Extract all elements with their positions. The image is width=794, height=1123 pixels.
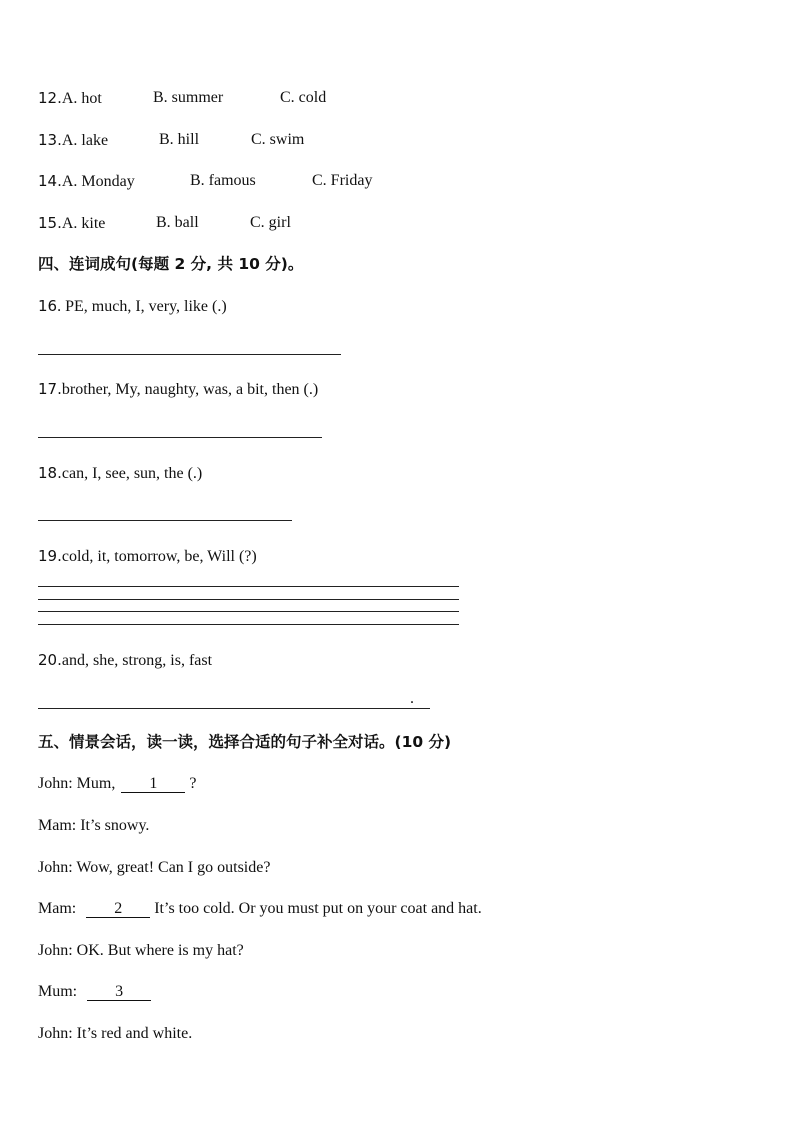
dialogue-line-6 bbox=[38, 982, 151, 1002]
question-text: brother, My, naughty, was, a bit, then (.) bbox=[61, 381, 319, 398]
question-number: 15. bbox=[38, 214, 62, 232]
section-5-heading: 五、情景会话，读一读，选择合适的句子补全对话。(10 分) bbox=[38, 733, 452, 751]
dialogue-blank-1[interactable]: 1 bbox=[121, 775, 185, 793]
option-a: A. kite bbox=[61, 215, 106, 232]
dialogue-after: ? bbox=[189, 775, 197, 792]
dialogue-speaker: John: It’s red and white. bbox=[38, 1025, 193, 1042]
dialogue-line-4 bbox=[38, 899, 482, 919]
dialogue-line-7 bbox=[38, 1024, 192, 1044]
question-number: 14. bbox=[38, 172, 62, 190]
question-number: 20. bbox=[38, 651, 62, 669]
answer-line-17[interactable] bbox=[38, 437, 322, 438]
option-c: C. girl bbox=[250, 214, 291, 231]
option-b: B. famous bbox=[190, 172, 256, 189]
option-a: A. hot bbox=[61, 90, 102, 107]
question-number: 12. bbox=[38, 89, 62, 107]
dialogue-line-2 bbox=[38, 816, 149, 836]
choice-row-12 bbox=[38, 88, 327, 109]
question-20 bbox=[38, 650, 212, 671]
option-c: C. Friday bbox=[312, 172, 373, 189]
answer-line-19d[interactable] bbox=[38, 624, 459, 625]
question-text: cold, it, tomorrow, be, Will (?) bbox=[61, 548, 257, 565]
question-text: and, she, strong, is, fast bbox=[61, 652, 213, 669]
option-b: B. summer bbox=[153, 89, 224, 106]
option-b: B. hill bbox=[159, 131, 200, 148]
dialogue-line-3 bbox=[38, 858, 270, 878]
answer-line-19c[interactable] bbox=[38, 611, 459, 612]
question-16 bbox=[38, 296, 227, 317]
dialogue-speaker: John: Mum, bbox=[38, 775, 116, 792]
answer-line-19b[interactable] bbox=[38, 599, 459, 600]
dialogue-speaker: Mam: It’s snowy. bbox=[38, 817, 150, 834]
dialogue-speaker: John: Wow, great! Can I go outside? bbox=[38, 859, 271, 876]
question-text: can, I, see, sun, the (.) bbox=[61, 465, 203, 482]
choice-row-13 bbox=[38, 130, 305, 151]
question-number: 16 bbox=[38, 297, 58, 315]
answer-line-19a[interactable] bbox=[38, 586, 459, 587]
question-17 bbox=[38, 379, 318, 400]
question-number: 19. bbox=[38, 547, 62, 565]
question-18 bbox=[38, 463, 202, 484]
question-number: 17. bbox=[38, 380, 62, 398]
answer-line-16[interactable] bbox=[38, 354, 341, 355]
dialogue-blank-3[interactable]: 3 bbox=[87, 983, 151, 1001]
option-c: C. cold bbox=[280, 89, 327, 106]
dialogue-blank-2[interactable]: 2 bbox=[86, 900, 150, 918]
option-a: A. lake bbox=[61, 132, 109, 149]
answer-end-period: . bbox=[410, 690, 414, 707]
question-19 bbox=[38, 546, 257, 567]
choice-row-14 bbox=[38, 171, 373, 192]
dialogue-line-1 bbox=[38, 774, 196, 794]
dialogue-speaker: John: OK. But where is my hat? bbox=[38, 942, 244, 959]
choice-row-15 bbox=[38, 213, 291, 234]
dialogue-speaker: Mam: bbox=[38, 900, 77, 917]
dialogue-speaker: Mum: bbox=[38, 983, 78, 1000]
dialogue-line-5 bbox=[38, 941, 244, 961]
option-c: C. swim bbox=[251, 131, 305, 148]
option-b: B. ball bbox=[156, 214, 199, 231]
dialogue-after: It’s too cold. Or you must put on your coat and hat. bbox=[154, 900, 482, 917]
section-4-heading: 四、连词成句(每题 2 分, 共 10 分)。 bbox=[38, 255, 304, 273]
question-text: . PE, much, I, very, like (.) bbox=[57, 298, 227, 315]
answer-line-20[interactable] bbox=[38, 708, 430, 709]
answer-line-18[interactable] bbox=[38, 520, 292, 521]
question-number: 13. bbox=[38, 131, 62, 149]
option-a: A. Monday bbox=[61, 173, 135, 190]
question-number: 18. bbox=[38, 464, 62, 482]
